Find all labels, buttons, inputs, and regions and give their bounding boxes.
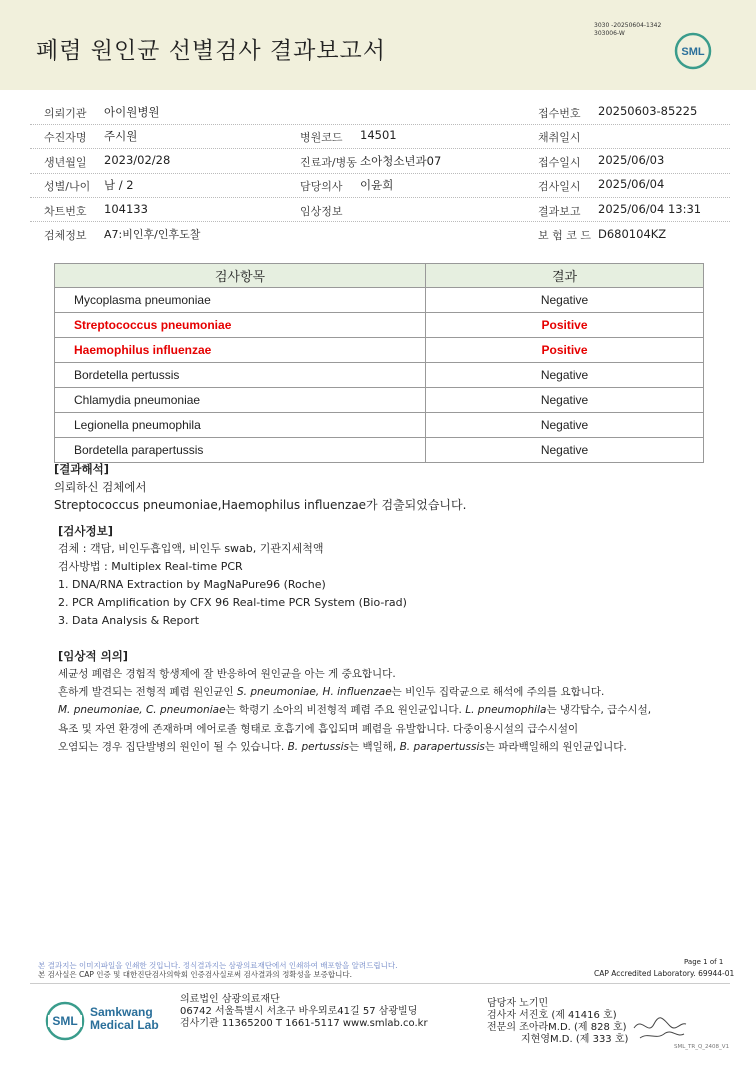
value-recv-no: 20250603-85225 <box>598 104 698 118</box>
test-info-line: 2. PCR Amplification by CFX 96 Real-time PCR System (Bio-rad) <box>58 596 407 609</box>
value-test-date: 2025/06/04 <box>598 177 665 191</box>
footer-brand <box>90 1006 159 1032</box>
table-row <box>55 288 704 313</box>
footer-notice <box>38 961 398 979</box>
interpretation-section <box>54 460 466 514</box>
clinical-line: 오염되는 경우 집단발병의 원인이 될 수 있습니다. B. pertussis는 백일해, B. parapertussis는 파라백일해의 원인균입니다. <box>58 740 627 753</box>
test-info-heading: [검사정보] <box>58 524 113 538</box>
table-row <box>55 313 704 338</box>
sml-logo-icon <box>674 32 712 70</box>
label-doctor: 담당의사 <box>300 180 343 193</box>
report-title: 폐렴 원인균 선별검사 결과보고서 <box>36 38 386 64</box>
test-result: Positive <box>426 338 704 363</box>
results-header-row <box>55 264 704 288</box>
test-result: Negative <box>426 413 704 438</box>
test-result: Positive <box>426 313 704 338</box>
clinical-heading: [임상적 의의] <box>58 649 129 663</box>
report-header <box>0 0 756 90</box>
signature-icon <box>630 1012 690 1042</box>
staff-info <box>487 998 628 1046</box>
notice-line-2: 본 검사실은 CAP 인증 및 대한진단검사의학회 인증검사실로써 검사결과의 정확성을 보증합니다. <box>38 970 353 979</box>
test-item: Bordetella parapertussis <box>55 438 426 463</box>
value-dept: 소아청소년과07 <box>360 154 442 168</box>
table-row <box>55 363 704 388</box>
test-item: Haemophilus influenzae <box>55 338 426 363</box>
table-row <box>55 388 704 413</box>
test-item: Bordetella pertussis <box>55 363 426 388</box>
document-code-1: 3030 -20250604-1342 <box>594 22 662 29</box>
staff-line: 전문의 조아라M.D. (제 828 호) <box>487 1022 627 1033</box>
interpretation-heading: [결과해석] <box>54 462 109 476</box>
col-header-item: 검사항목 <box>55 264 426 288</box>
test-info-line: 1. DNA/RNA Extraction by MagNaPure96 (Roche) <box>58 578 326 591</box>
value-hosp-code: 14501 <box>360 128 397 142</box>
label-hospital: 의뢰기관 <box>44 107 87 120</box>
interpretation-line-1: 의뢰하신 검체에서 <box>54 480 147 494</box>
org-line: 06742 서울특별시 서초구 바우뫼로41길 57 삼광빌딩 <box>180 1006 418 1017</box>
test-item: Mycoplasma pneumoniae <box>55 288 426 313</box>
test-info-line: 3. Data Analysis & Report <box>58 614 200 627</box>
test-info-line: 검사방법 : Multiplex Real-time PCR <box>58 560 243 573</box>
value-ins: D680104KZ <box>598 227 667 241</box>
label-recv-no: 접수번호 <box>538 107 581 120</box>
label-dept: 진료과/병동 <box>300 156 357 169</box>
test-item: Streptococcus pneumoniae <box>55 313 426 338</box>
version-code: SML_TR_Q_2408_V1 <box>674 1044 730 1050</box>
label-ins: 보 험 코 드 <box>538 229 591 242</box>
staff-line: 검사자 서진호 (제 41416 호) <box>487 1010 617 1021</box>
test-result: Negative <box>426 363 704 388</box>
table-row <box>55 413 704 438</box>
logo-text: SML <box>52 1014 78 1028</box>
test-result: Negative <box>426 388 704 413</box>
value-doctor: 이윤희 <box>360 178 394 192</box>
brand-line-2: Medical Lab <box>90 1018 159 1032</box>
staff-line: 담당자 노기민 <box>487 998 549 1009</box>
label-collect: 채취일시 <box>538 131 581 144</box>
sml-logo-icon <box>44 1000 86 1042</box>
label-birth: 생년월일 <box>44 156 87 169</box>
table-row <box>55 338 704 363</box>
org-line: 의료법인 삼광의료재단 <box>180 994 280 1005</box>
org-info <box>180 994 428 1030</box>
clinical-line: 세균성 폐렴은 경험적 항생제에 잘 반응하여 원인균을 아는 게 중요합니다. <box>58 668 396 680</box>
value-sex: 남 / 2 <box>104 178 134 192</box>
interpretation-line-2: Streptococcus pneumoniae,Haemophilus influenzae가 검출되었습니다. <box>54 498 467 512</box>
value-report: 2025/06/04 13:31 <box>598 202 702 216</box>
value-hospital: 아이원병원 <box>104 105 160 119</box>
clinical-line: 흔하게 발견되는 전형적 폐렴 원인균인 S. pneumoniae, H. influenzae는 비인두 집락균으로 해석에 주의를 요합니다. <box>58 686 605 699</box>
label-patient: 수진자명 <box>44 131 87 144</box>
cap-accreditation: CAP Accredited Laboratory. 69944-01 <box>594 969 735 978</box>
label-test-date: 검사일시 <box>538 180 581 193</box>
col-header-result: 결과 <box>426 264 704 288</box>
value-birth: 2023/02/28 <box>104 153 171 167</box>
value-chart: 104133 <box>104 202 148 216</box>
brand-line-1: Samkwang <box>90 1005 153 1019</box>
label-report: 결과보고 <box>538 205 581 218</box>
results-table <box>54 263 704 463</box>
label-clinical: 임상정보 <box>300 205 343 218</box>
test-item: Chlamydia pneumoniae <box>55 388 426 413</box>
document-code-2: 303006-W <box>594 30 625 37</box>
label-sex: 성별/나이 <box>44 180 91 193</box>
label-specimen: 검체정보 <box>44 229 87 242</box>
page-number: Page 1 of 1 <box>684 958 724 966</box>
value-specimen: A7:비인후/인후도찰 <box>104 228 201 241</box>
notice-line-1: 본 결과지는 이미지파일을 인쇄한 것입니다. 정식결과지는 삼광의료재단에서 인쇄하여 배포함을 알려드립니다. <box>38 961 398 970</box>
clinical-meaning-text <box>58 665 651 756</box>
test-item: Legionella pneumophila <box>55 413 426 438</box>
clinical-line: 욕조 및 자연 환경에 존재하며 에어로졸 형태로 호흡기에 흡입되며 폐렴을 유발합니다. 다중이용시설의 급수시설이 <box>58 722 579 735</box>
org-line: 검사기관 11365200 T 1661-5117 www.smlab.co.kr <box>180 1018 428 1029</box>
test-info-line: 검체 : 객담, 비인두흡입액, 비인두 swab, 기관지세척액 <box>58 542 324 555</box>
staff-line: 지현영M.D. (제 333 호) <box>521 1034 629 1045</box>
value-recv-date: 2025/06/03 <box>598 153 665 167</box>
test-info-section <box>58 522 407 630</box>
document-codes <box>594 22 661 38</box>
clinical-line: M. pneumoniae, C. pneumoniae는 학령기 소아의 비전형적 폐렴 주요 원인균입니다. L. pneumophila는 냉각탑수, 급수시설, <box>58 704 652 717</box>
value-patient: 주시원 <box>104 129 138 143</box>
test-result: Negative <box>426 288 704 313</box>
label-chart: 차트번호 <box>44 205 87 218</box>
label-hosp-code: 병원코드 <box>300 131 343 144</box>
table-row <box>55 438 704 463</box>
label-recv-date: 접수일시 <box>538 156 581 169</box>
test-result: Negative <box>426 438 704 463</box>
logo-text: SML <box>681 46 705 58</box>
